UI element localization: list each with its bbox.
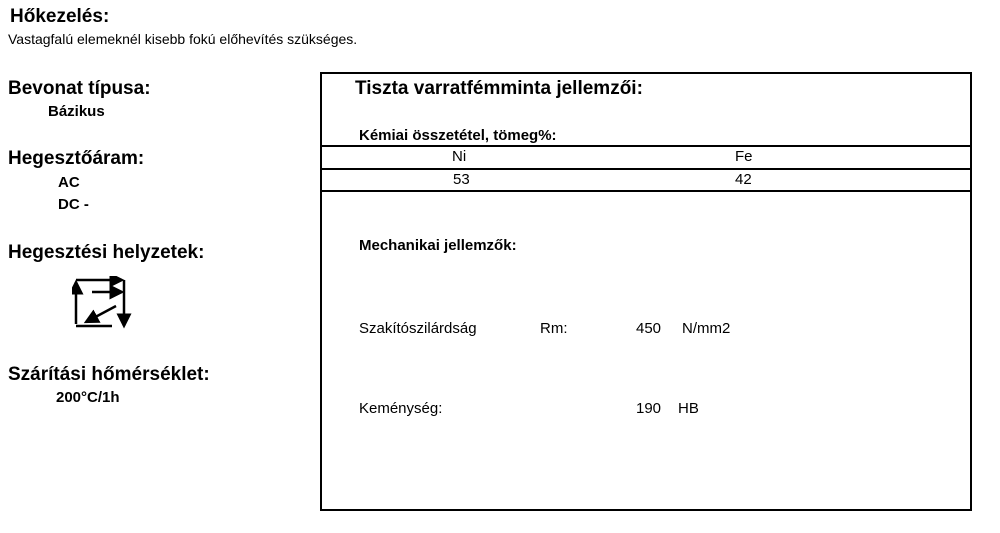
- tensile-strength-symbol: Rm:: [540, 320, 568, 337]
- weld-metal-panel: [320, 72, 972, 511]
- table-divider: [322, 190, 970, 192]
- welding-current-label: Hegesztőáram:: [8, 148, 145, 169]
- chem-value-ni: 53: [453, 171, 470, 188]
- coating-type-value: Bázikus: [48, 103, 105, 120]
- hardness-label: Keménység:: [359, 400, 443, 417]
- coating-type-label: Bevonat típusa:: [8, 78, 151, 99]
- heat-treatment-note: Vastagfalú elemeknél kisebb fokú előhevítés szükséges.: [8, 31, 358, 47]
- tensile-strength-unit: N/mm2: [682, 320, 731, 337]
- table-divider: [322, 168, 970, 170]
- heat-treatment-title: Hőkezelés:: [10, 6, 110, 27]
- tensile-strength-value: 450: [636, 320, 662, 337]
- welding-positions-icon: [72, 276, 132, 337]
- hardness-value: 190: [636, 400, 662, 417]
- mechanical-properties-title: Mechanikai jellemzők:: [359, 237, 517, 254]
- chem-header-fe: Fe: [735, 148, 753, 165]
- drying-temperature-label: Szárítási hőmérséklet:: [8, 364, 210, 385]
- welding-current-ac: AC: [58, 174, 80, 191]
- drying-temperature-value: 200°C/1h: [56, 389, 120, 406]
- tensile-strength-label: Szakítószilárdság: [359, 320, 477, 337]
- chem-header-ni: Ni: [452, 148, 467, 165]
- welding-current-dc: DC -: [58, 196, 89, 213]
- hardness-unit: HB: [678, 400, 699, 417]
- table-divider: [322, 145, 970, 147]
- welding-positions-label: Hegesztési helyzetek:: [8, 242, 205, 263]
- chemical-composition-title: Kémiai összetétel, tömeg%:: [359, 127, 557, 144]
- weld-metal-title: Tiszta varratfémminta jellemzői:: [355, 78, 643, 99]
- chem-value-fe: 42: [735, 171, 752, 188]
